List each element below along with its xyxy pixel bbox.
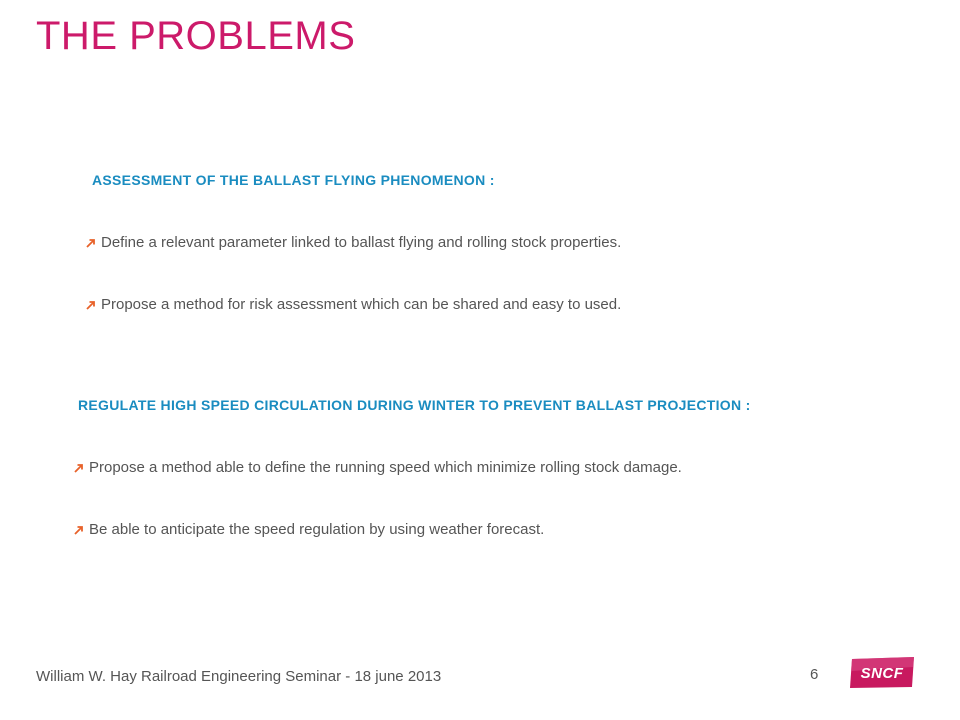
- section-ballast-flying: [92, 172, 622, 313]
- section-speed-regulation: [78, 397, 751, 538]
- section-heading: ASSESSMENT OF THE BALLAST FLYING PHENOMENON :: [92, 172, 495, 188]
- arrow-up-right-icon: [86, 238, 96, 248]
- bullet-text: Define a relevant parameter linked to ballast flying and rolling stock properties.: [101, 234, 622, 251]
- bullet-item: [86, 234, 621, 251]
- slide-title: THE PROBLEMS: [36, 14, 356, 58]
- sncf-logo: [848, 655, 916, 689]
- svg-text:SNCF: SNCF: [860, 665, 904, 682]
- arrow-up-right-icon: [74, 463, 84, 473]
- bullet-text: Propose a method able to define the running speed which minimize rolling stock damage.: [89, 459, 682, 476]
- footer-text: William W. Hay Railroad Engineering Seminar - 18 june 2013: [36, 668, 442, 685]
- bullet-item: [74, 459, 682, 476]
- page-number: 6: [810, 666, 819, 683]
- bullet-item: [74, 521, 544, 538]
- section-heading: REGULATE HIGH SPEED CIRCULATION DURING WINTER TO PREVENT BALLAST PROJECTION :: [78, 397, 751, 413]
- arrow-up-right-icon: [86, 300, 96, 310]
- bullet-text: Propose a method for risk assessment which can be shared and easy to used.: [101, 296, 622, 313]
- arrow-up-right-icon: [74, 525, 84, 535]
- bullet-text: Be able to anticipate the speed regulation by using weather forecast.: [89, 521, 545, 538]
- bullet-item: [86, 296, 621, 313]
